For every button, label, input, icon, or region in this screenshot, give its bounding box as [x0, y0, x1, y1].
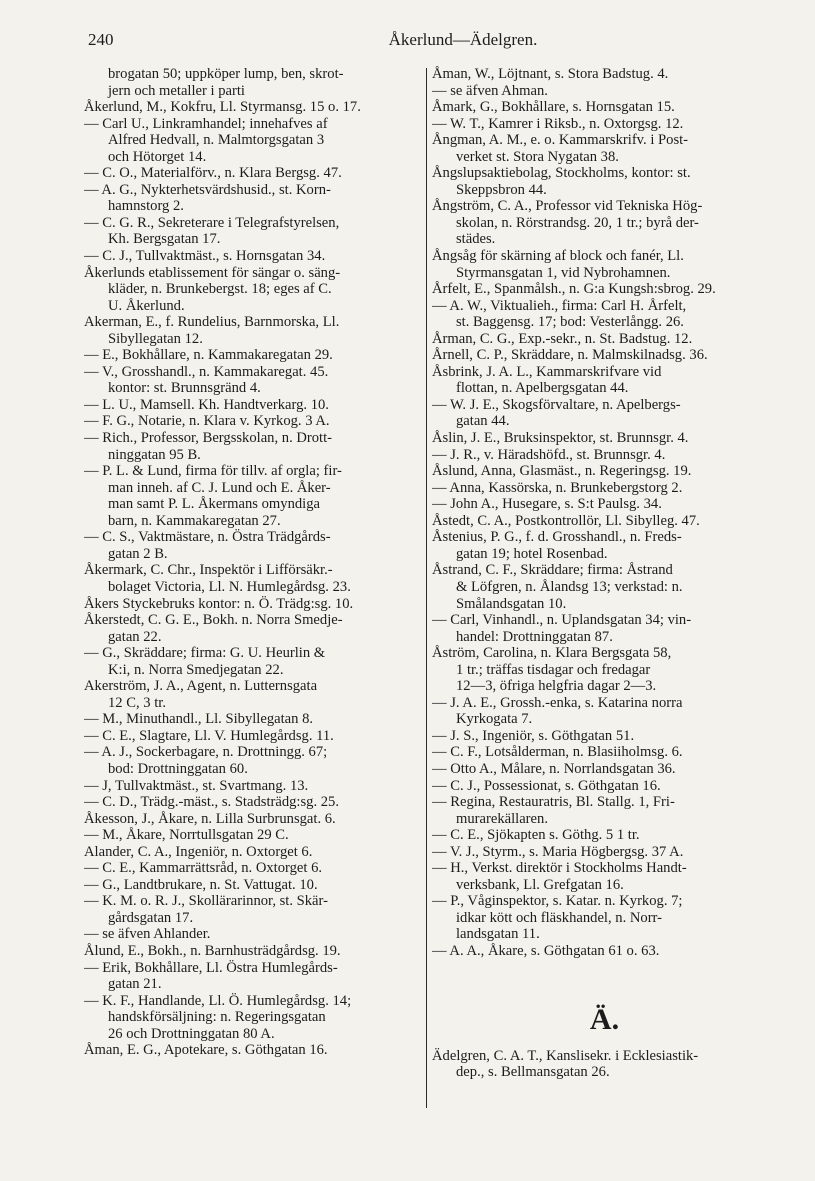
directory-line: 26 och Drottninggatan 80 A. — [108, 1025, 275, 1042]
directory-line: — C. E., Sjökapten s. Göthg. 5 1 tr. — [432, 827, 640, 844]
directory-line: — J. R., v. Häradshöfd., st. Brunnsgr. 4. — [432, 446, 666, 463]
directory-line: Åkers Styckebruks kontor: n. Ö. Trädg:sg. 10. — [84, 595, 354, 612]
directory-line: — C. O., Materialförv., n. Klara Bergsg. 47. — [84, 165, 342, 182]
directory-line: Åstrand, C. F., Skräddare; firma: Åstrand — [432, 562, 673, 579]
directory-line: gatan 22. — [108, 628, 162, 645]
directory-line: Åkerlunds etablissement för sängar o. säng- — [84, 264, 341, 281]
directory-line: Årman, C. G., Exp.-sekr., n. St. Badstug. 12. — [432, 330, 693, 347]
directory-line: & Löfgren, n. Ålandsg 13; verkstad: n. — [456, 578, 683, 595]
directory-line: Skeppsbron 44. — [456, 181, 547, 198]
directory-line: städes. — [456, 231, 496, 248]
directory-line: — F. G., Notarie, n. Klara v. Kyrkog. 3 A. — [84, 413, 330, 430]
directory-line: murarekällaren. — [456, 810, 548, 827]
directory-line: — C. S., Vaktmästare, n. Östra Trädgårds- — [84, 529, 331, 546]
directory-line: — Erik, Bokhållare, Ll. Östra Humlegårds- — [84, 959, 338, 976]
directory-line: bolaget Victoria, Ll. N. Humlegårdsg. 23. — [108, 578, 351, 595]
directory-line: Ångslupsaktiebolag, Stockholms, kontor: st. — [432, 165, 691, 182]
right-column — [432, 66, 777, 1081]
directory-line: — K. F., Handlande, Ll. Ö. Humlegårdsg. 14; — [84, 992, 352, 1009]
directory-line: hamnstorg 2. — [108, 198, 184, 215]
directory-line: — se äfven Ahlander. — [84, 926, 211, 943]
directory-line: — V. J., Styrm., s. Maria Högbergsg. 37 A. — [432, 843, 684, 860]
directory-line: handel: Drottninggatan 87. — [456, 628, 613, 645]
directory-line: Åslin, J. E., Bruksinspektor, st. Brunnsgr. 4. — [432, 430, 689, 447]
directory-line: — C. F., Lotsålderman, n. Blasiiholmsg. 6. — [432, 744, 683, 761]
directory-line: — A. J., Sockerbagare, n. Drottningg. 67; — [84, 744, 328, 761]
directory-line: gatan 21. — [108, 976, 162, 993]
directory-line: idkar kött och fläskhandel, n. Norr- — [456, 909, 662, 926]
directory-line: — W. T., Kamrer i Riksb., n. Oxtorgsg. 12. — [432, 115, 684, 132]
section-letter: Ä. — [589, 1002, 620, 1036]
directory-line: — P. L. & Lund, firma för tillv. af orgla; fir- — [84, 463, 342, 480]
directory-line: K:i, n. Norra Smedjegatan 22. — [108, 661, 284, 678]
directory-line: — A. G., Nykterhetsvärdshusid., st. Korn- — [84, 181, 331, 198]
directory-line: — M., Åkare, Norrtullsgatan 29 C. — [84, 827, 289, 844]
directory-line: kontor: st. Brunnsgränd 4. — [108, 380, 261, 397]
directory-line: gatan 19; hotel Rosenbad. — [456, 545, 608, 562]
directory-line: Akerström, J. A., Agent, n. Lutternsgata — [84, 678, 318, 695]
directory-line: Åman, W., Löjtnant, s. Stora Badstug. 4. — [432, 66, 669, 82]
directory-line: — Regina, Restauratris, Bl. Stallg. 1, Fri- — [432, 794, 675, 811]
directory-line: Årnell, C. P., Skräddare, n. Malmskilnadsg. 36. — [432, 347, 708, 364]
directory-line: verket st. Stora Nygatan 38. — [456, 148, 619, 165]
directory-line: 1 tr.; träffas tisdagar och fredagar — [456, 661, 651, 678]
directory-line: Åkesson, J., Åkare, n. Lilla Surbrunsgat. 6. — [84, 810, 336, 827]
directory-line: — E., Bokhållare, n. Kammakaregatan 29. — [84, 347, 333, 364]
directory-line: bod: Drottninggatan 60. — [108, 760, 248, 777]
directory-line: barn, n. Kammakaregatan 27. — [108, 512, 281, 529]
directory-line: flottan, n. Apelbergsgatan 44. — [456, 380, 629, 397]
directory-line: — Anna, Kassörska, n. Brunkebergstorg 2. — [432, 479, 683, 496]
directory-line: Ångman, A. M., e. o. Kammarskrifv. i Post- — [432, 132, 689, 149]
directory-line: — Rich., Professor, Bergsskolan, n. Drott- — [84, 430, 333, 447]
directory-line: — H., Verkst. direktör i Stockholms Handt- — [432, 860, 687, 877]
directory-line: — P., Våginspektor, s. Katar. n. Kyrkog. 7; — [432, 893, 683, 910]
directory-line: Åman, E. G., Apotekare, s. Göthgatan 16. — [84, 1042, 328, 1059]
directory-line: — C. G. R., Sekreterare i Telegrafstyrelsen, — [84, 214, 340, 231]
directory-line: U. Åkerlund. — [108, 297, 185, 314]
directory-line: Åstedt, C. A., Postkontrollör, Ll. Sibylleg. 47. — [432, 512, 700, 529]
directory-line: — Carl U., Linkramhandel; innehafves af — [84, 115, 328, 132]
directory-line: — G., Skräddare; firma: G. U. Heurlin & — [84, 645, 326, 662]
directory-line: — John A., Husegare, s. S:t Paulsg. 34. — [432, 496, 662, 513]
directory-line: — J. S., Ingeniör, s. Göthgatan 51. — [432, 727, 635, 744]
directory-line: Åmark, G., Bokhållare, s. Hornsgatan 15. — [432, 99, 675, 116]
directory-line: dep., s. Bellmansgatan 26. — [456, 1064, 610, 1081]
directory-line: — C. J., Tullvaktmäst., s. Hornsgatan 34. — [84, 248, 326, 265]
directory-line: Åström, Carolina, n. Klara Bergsgata 58, — [432, 645, 672, 662]
directory-line: skolan, n. Rörstrandsg. 20, 1 tr.; byrå der- — [456, 214, 699, 231]
directory-line: Styrmansgatan 1, vid Nybrohamnen. — [456, 264, 671, 281]
directory-line: man inneh. af C. J. Lund och E. Åker- — [108, 479, 331, 496]
directory-line: Ålund, E., Bokh., n. Barnhusträdgårdsg. 19. — [84, 942, 341, 959]
directory-line: Åkermark, C. Chr., Inspektör i Lifförsäkr.- — [84, 562, 333, 579]
directory-line: — C. E., Kammarrättsråd, n. Oxtorget 6. — [84, 860, 323, 877]
directory-line: Åslund, Anna, Glasmäst., n. Regeringsg. 19. — [432, 463, 692, 480]
directory-line: — M., Minuthandl., Ll. Sibyllegatan 8. — [84, 711, 314, 728]
directory-line: Åsbrink, J. A. L., Kammarskrifvare vid — [432, 363, 662, 380]
directory-line: — se äfven Ahman. — [432, 82, 548, 99]
directory-line: — V., Grosshandl., n. Kammakaregat. 45. — [84, 363, 329, 380]
directory-line: — K. M. o. R. J., Skollärarinnor, st. Skär- — [84, 893, 328, 910]
directory-line: — Carl, Vinhandl., n. Uplandsgatan 34; vin- — [432, 612, 692, 629]
directory-line: Kh. Bergsgatan 17. — [108, 231, 221, 248]
directory-line: — C. J., Possessionat, s. Göthgatan 16. — [432, 777, 661, 794]
directory-line: gårdsgatan 17. — [108, 909, 194, 926]
directory-line: Ångsåg för skärning af block och fanér, Ll. — [432, 248, 684, 265]
directory-line: — W. J. E., Skogsförvaltare, n. Apelbergs- — [432, 396, 681, 413]
directory-line: gatan 44. — [456, 413, 510, 430]
section-gap — [432, 960, 777, 992]
directory-line: jern och metaller i parti — [108, 82, 245, 99]
directory-line: — L. U., Mamsell. Kh. Handtverkarg. 10. — [84, 396, 329, 413]
running-head — [88, 30, 778, 54]
directory-line: landsgatan 11. — [456, 926, 540, 943]
directory-line: Ädelgren, C. A. T., Kanslisekr. i Ecklesiastik- — [432, 1047, 699, 1064]
directory-line: Alfred Hedvall, n. Malmtorgsgatan 3 — [108, 132, 325, 149]
running-title: Åkerlund—Ädelgren. — [388, 30, 538, 49]
directory-line: ninggatan 95 B. — [108, 446, 201, 463]
directory-line: man samt P. L. Åkermans omyndiga — [108, 496, 320, 513]
directory-line: Smålandsgatan 10. — [456, 595, 567, 612]
directory-line: Årfelt, E., Spanmålsh., n. G:a Kungsh:sbrog. 29. — [432, 281, 716, 298]
directory-line: — C. D., Trädg.-mäst., s. Stadsträdg:sg. 25. — [84, 794, 339, 811]
directory-line: Åkerstedt, C. G. E., Bokh. n. Norra Smedje- — [84, 612, 343, 629]
directory-line: kläder, n. Brunkebergst. 18; eges af C. — [108, 281, 332, 298]
directory-line: st. Baggensg. 17; bod: Vesterlångg. 26. — [456, 314, 684, 331]
directory-line: 12—3, öfriga helgfria dagar 2—3. — [456, 678, 657, 695]
directory-line: Ångström, C. A., Professor vid Tekniska Hög- — [432, 198, 703, 215]
directory-line: handskförsäljning: n. Regeringsgatan — [108, 1009, 326, 1026]
directory-line: — J, Tullvaktmäst., st. Svartmang. 13. — [84, 777, 309, 794]
directory-line: Kyrkogata 7. — [456, 711, 533, 728]
directory-line: — A. W., Viktualieh., firma: Carl H. Årfelt, — [432, 297, 687, 314]
directory-line: verksbank, Ll. Grefgatan 16. — [456, 876, 624, 893]
directory-line: Alander, C. A., Ingeniör, n. Oxtorget 6. — [84, 843, 313, 860]
directory-line: Åstenius, P. G., f. d. Grosshandl., n. Freds- — [432, 529, 682, 546]
directory-line: gatan 2 B. — [108, 545, 168, 562]
directory-line: — A. A., Åkare, s. Göthgatan 61 o. 63. — [432, 942, 660, 959]
directory-line: Sibyllegatan 12. — [108, 330, 203, 347]
page-number: 240 — [88, 30, 114, 49]
directory-line: och Hötorget 14. — [108, 148, 207, 165]
directory-line: — Otto A., Målare, n. Norrlandsgatan 36. — [432, 760, 676, 777]
directory-line: 12 C, 3 tr. — [108, 694, 166, 711]
column-divider — [426, 68, 427, 1108]
directory-line: brogatan 50; uppköper lump, ben, skrot- — [108, 66, 344, 82]
directory-line: — C. E., Slagtare, Ll. V. Humlegårdsg. 11. — [84, 727, 334, 744]
directory-line: — G., Landtbrukare, n. St. Vattugat. 10. — [84, 876, 318, 893]
left-column — [84, 66, 429, 1059]
directory-line: — J. A. E., Grossh.-enka, s. Katarina norra — [432, 694, 683, 711]
directory-line: Akerman, E., f. Rundelius, Barnmorska, Ll. — [84, 314, 340, 331]
directory-line: Åkerlund, M., Kokfru, Ll. Styrmansg. 15 o. 17. — [84, 99, 361, 116]
